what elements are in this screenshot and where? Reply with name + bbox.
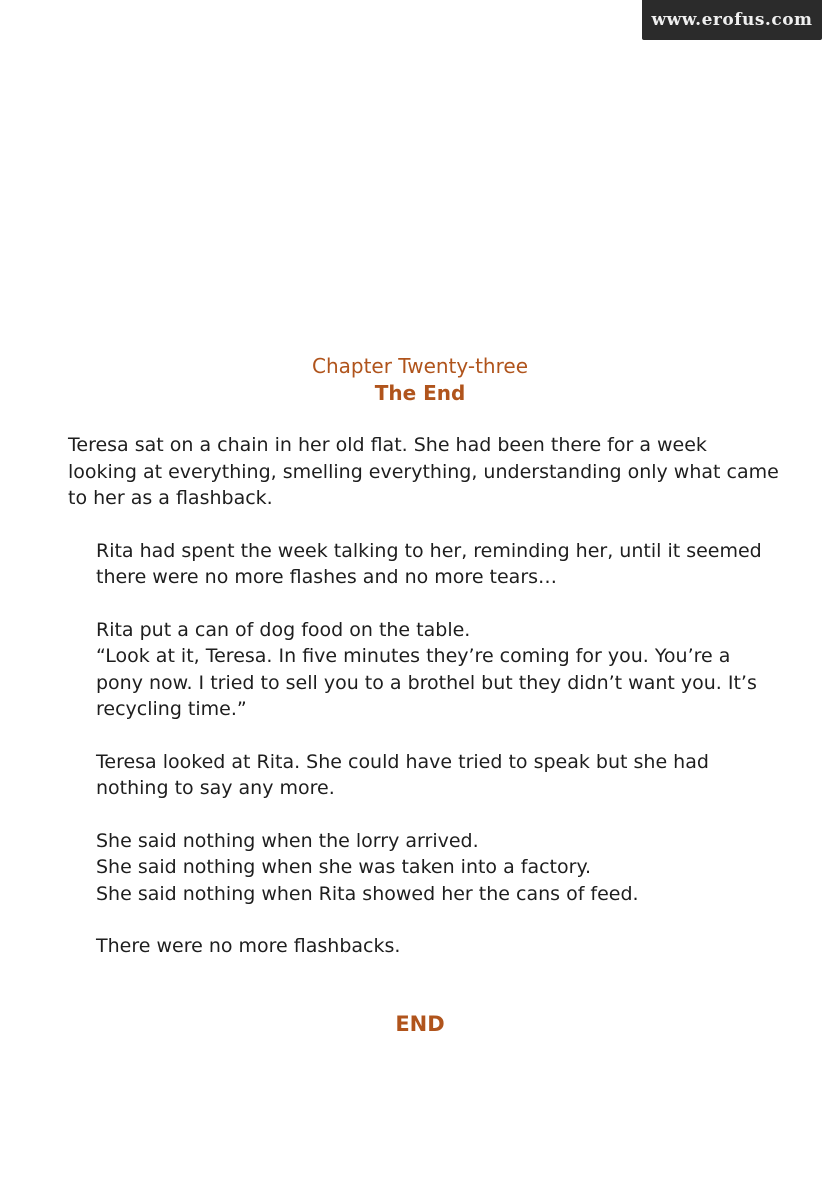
paragraph-line: She said nothing when she was taken into a factory. [96,856,592,878]
chapter-heading [0,353,840,407]
chapter-title: Chapter Twenty-three [311,354,528,378]
chapter-subtitle: The End [374,381,466,405]
dialogue-paragraph: “Look at it, Teresa. In five minutes they’re coming for you. You’re a pony now. I tried to sell you to a brothel but they didn’t want you. It’s recycling time.” [96,645,757,720]
paragraph: Rita had spent the week talking to her, reminding her, until it seemed there were no more flashes and no more tears… [96,539,762,588]
story-body [68,432,780,960]
watermark-text: www.erofus.com [651,10,813,30]
end-marker: END [395,1012,445,1036]
paragraph: Teresa looked at Rita. She could have tried to speak but she had nothing to say any more. [96,750,709,799]
paragraph: Teresa sat on a chain in her old flat. She had been there for a week looking at everything, smelling everything, understanding only what came to her as a flashback. [68,434,779,509]
paragraph: There were no more flashbacks. [96,935,401,957]
paragraph-line: She said nothing when the lorry arrived. [96,829,479,852]
watermark-logo [642,0,822,40]
paragraph-line: She said nothing when Rita showed her the cans of feed. [96,882,639,905]
paragraph: Rita put a can of dog food on the table. [96,618,471,641]
